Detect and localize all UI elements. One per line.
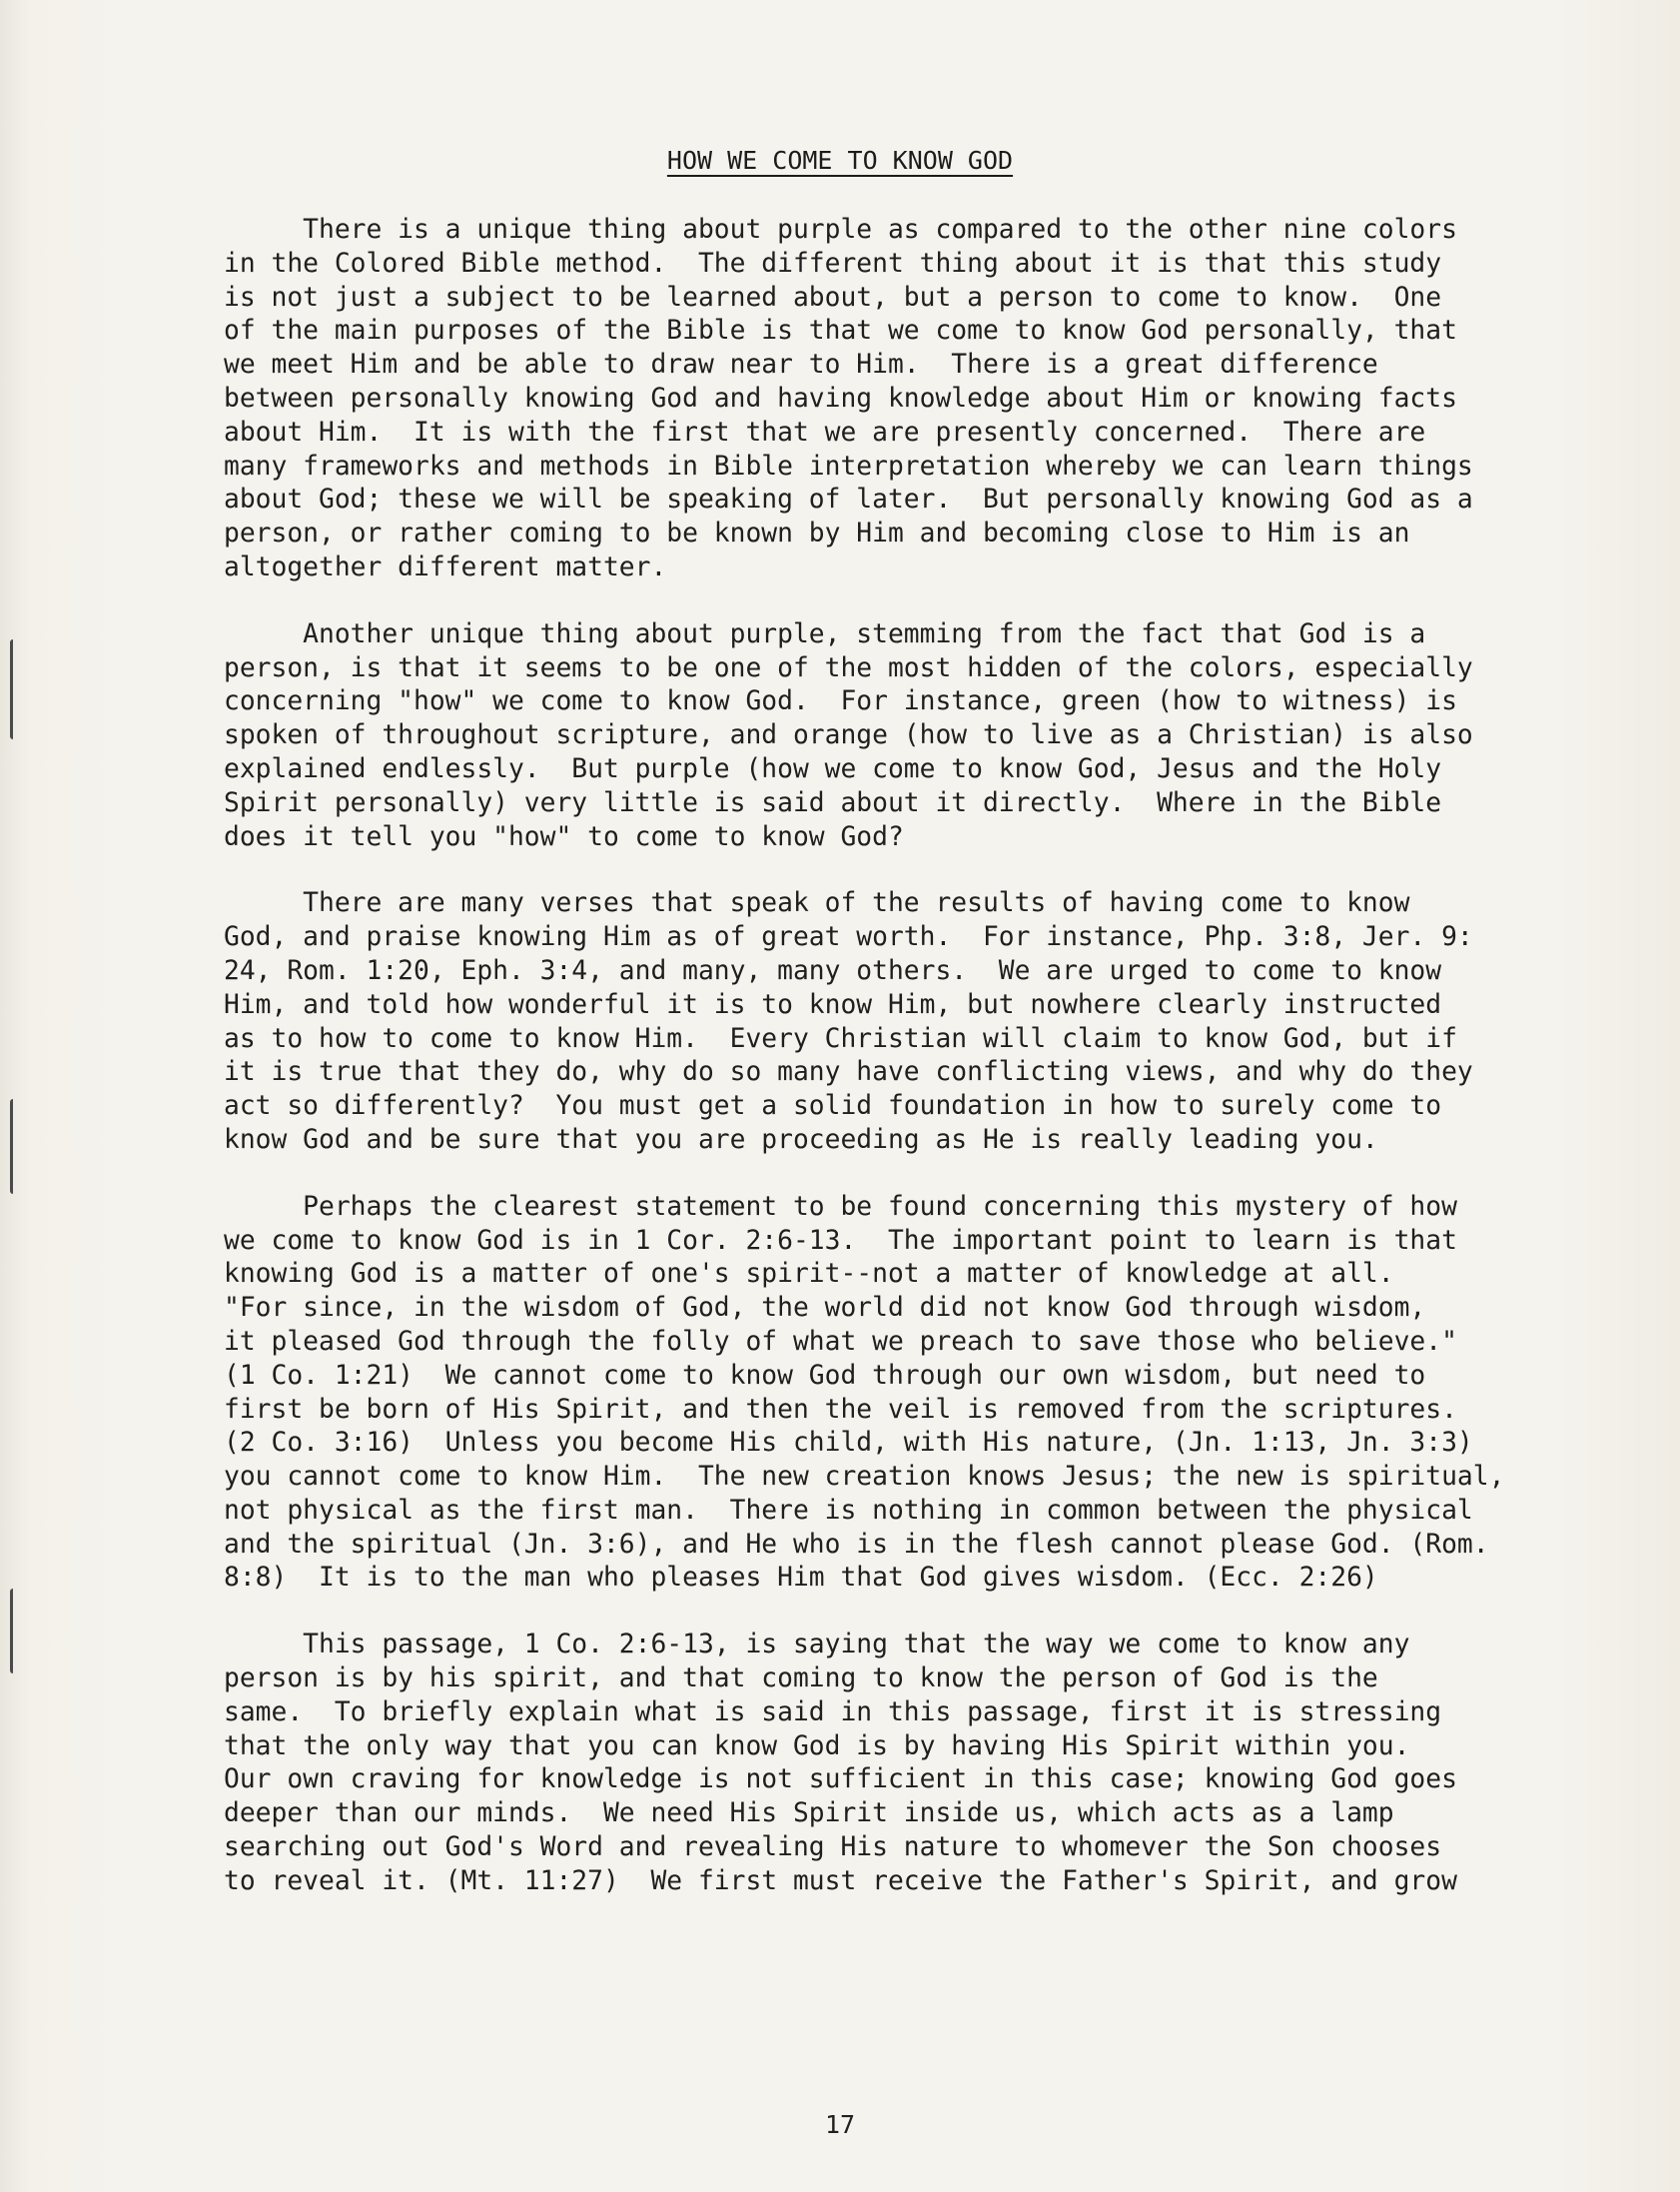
- text-line: altogether different matter.: [224, 551, 667, 582]
- text-line: and the spiritual (Jn. 3:6), and He who is in the flesh cannot please God. (Rom.: [224, 1529, 1489, 1560]
- text-line: Another unique thing about purple, stemming from the fact that God is a: [224, 618, 1426, 649]
- text-line: deeper than our minds. We need His Spirit inside us, which acts as a lamp: [224, 1798, 1394, 1829]
- text-line: (1 Co. 1:21) We cannot come to know God through our own wisdom, but need to: [224, 1360, 1426, 1391]
- text-line: person, or rather coming to be known by Him and becoming close to Him is an: [224, 519, 1410, 549]
- paragraph-1: [224, 214, 1602, 585]
- binding-mark: [10, 639, 19, 739]
- text-line: know God and be sure that you are proceeding as He is really leading you.: [224, 1124, 1378, 1155]
- text-line: is not just a subject to be learned about, but a person to come to know. One: [224, 282, 1442, 313]
- text-line: person is by his spirit, and that coming to know the person of God is the: [224, 1663, 1378, 1694]
- text-line: concerning "how" we come to know God. For instance, green (how to witness) is: [224, 686, 1457, 717]
- page-title: [0, 146, 1680, 175]
- text-line: There is a unique thing about purple as compared to the other nine colors: [224, 215, 1457, 245]
- text-line: knowing God is a matter of one's spirit--not a matter of knowledge at all.: [224, 1259, 1394, 1290]
- text-line: act so differently? You must get a solid foundation in how to surely come to: [224, 1091, 1442, 1122]
- text-line: explained endlessly. But purple (how we come to know God, Jesus and the Holy: [224, 753, 1442, 784]
- text-line: spoken of throughout scripture, and orange (how to live as a Christian) is also: [224, 720, 1473, 751]
- text-line: about Him. It is with the first that we are presently concerned. There are: [224, 417, 1426, 448]
- text-line: we come to know God is in 1 Cor. 2:6-13. The important point to learn is that: [224, 1225, 1457, 1256]
- text-line: There are many verses that speak of the results of having come to know: [224, 888, 1410, 919]
- paragraph-2: [224, 618, 1602, 855]
- text-line: it pleased God through the folly of what we preach to save those who believe.": [224, 1326, 1457, 1357]
- text-line: This passage, 1 Co. 2:6-13, is saying that the way we come to know any: [224, 1630, 1410, 1660]
- text-line: God, and praise knowing Him as of great worth. For instance, Php. 3:8, Jer. 9:: [224, 922, 1473, 953]
- binding-mark: [10, 1099, 19, 1194]
- text-line: it is true that they do, why do so many have conflicting views, and why do they: [224, 1057, 1473, 1088]
- page-number: 17: [824, 2110, 856, 2139]
- text-line: to reveal it. (Mt. 11:27) We first must receive the Father's Spirit, and grow: [224, 1865, 1457, 1896]
- text-line: same. To briefly explain what is said in this passage, first it is stressing: [224, 1696, 1442, 1727]
- paragraph-5: [224, 1629, 1602, 1898]
- text-line: searching out God's Word and revealing His nature to whomever the Son chooses: [224, 1832, 1442, 1863]
- text-line: (2 Co. 3:16) Unless you become His child, with His nature, (Jn. 1:13, Jn. 3:3): [224, 1428, 1473, 1459]
- text-line: you cannot come to know Him. The new creation knows Jesus; the new is spiritual,: [224, 1462, 1505, 1493]
- text-line: person, is that it seems to be one of the most hidden of the colors, especially: [224, 652, 1473, 683]
- binding-mark: [10, 1589, 19, 1673]
- text-line: we meet Him and be able to draw near to Him. There is a great difference: [224, 350, 1378, 381]
- page-title-text: HOW WE COME TO KNOW GOD: [666, 146, 1014, 175]
- text-line: Perhaps the clearest statement to be found concerning this mystery of how: [224, 1191, 1457, 1222]
- text-line: Him, and told how wonderful it is to know Him, but nowhere clearly instructed: [224, 989, 1442, 1020]
- text-line: that the only way that you can know God is by having His Spirit within you.: [224, 1730, 1410, 1761]
- paragraph-4: [224, 1191, 1602, 1597]
- text-line: 24, Rom. 1:20, Eph. 3:4, and many, many others. We are urged to come to know: [224, 955, 1442, 986]
- text-line: as to how to come to know Him. Every Christian will claim to know God, but if: [224, 1023, 1457, 1054]
- text-line: in the Colored Bible method. The different thing about it is that this study: [224, 248, 1442, 279]
- body-text: [224, 214, 1602, 1932]
- text-line: many frameworks and methods in Bible interpretation whereby we can learn things: [224, 451, 1473, 482]
- text-line: first be born of His Spirit, and then the veil is removed from the scriptures.: [224, 1394, 1457, 1425]
- text-line: Our own craving for knowledge is not sufficient in this case; knowing God goes: [224, 1764, 1457, 1795]
- text-line: not physical as the first man. There is nothing in common between the physical: [224, 1495, 1473, 1526]
- text-line: does it tell you "how" to come to know God?: [224, 821, 904, 852]
- paragraph-3: [224, 887, 1602, 1157]
- text-line: "For since, in the wisdom of God, the world did not know God through wisdom,: [224, 1293, 1426, 1324]
- text-line: 8:8) It is to the man who pleases Him that God gives wisdom. (Ecc. 2:26): [224, 1563, 1378, 1594]
- text-line: Spirit personally) very little is said about it directly. Where in the Bible: [224, 787, 1442, 818]
- text-line: about God; these we will be speaking of later. But personally knowing God as a: [224, 485, 1473, 516]
- text-line: of the main purposes of the Bible is that we come to know God personally, that: [224, 316, 1457, 347]
- text-line: between personally knowing God and having knowledge about Him or knowing facts: [224, 383, 1457, 414]
